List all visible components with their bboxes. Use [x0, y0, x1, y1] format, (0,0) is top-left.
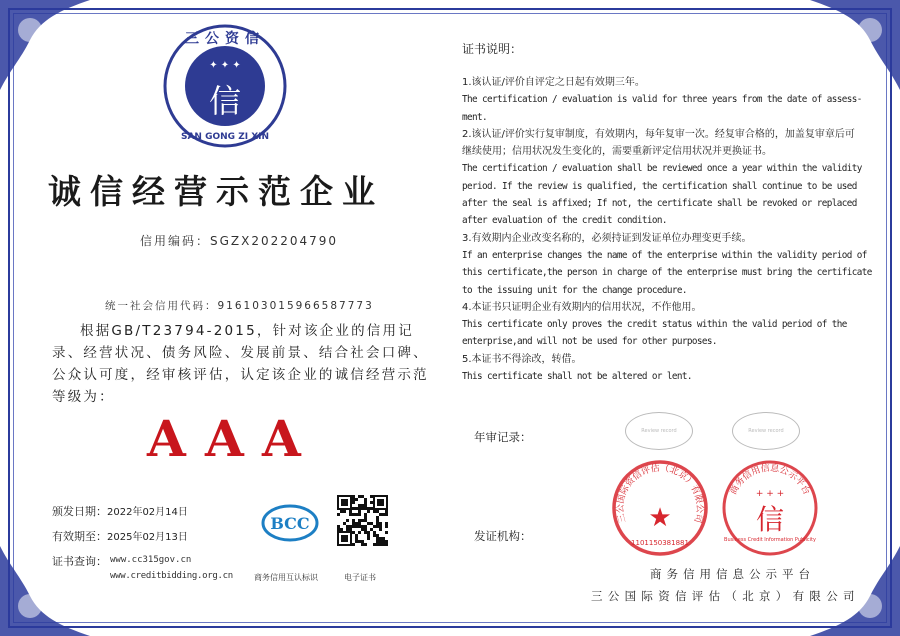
note-line: 1.该认证/评价自评定之日起有效期三年。	[462, 77, 645, 88]
notes-heading: 证书说明：	[462, 42, 523, 56]
bcc-caption: 商务信用互认标识	[254, 573, 318, 582]
issuer-label: 发证机构：	[474, 529, 532, 543]
qr-caption: 电子证书	[344, 573, 376, 582]
unified-social-credit-code: 统一社会信用代码：916103015966587773	[105, 300, 374, 312]
svg-text:★: ★	[648, 503, 672, 533]
issue-date-label: 颁发日期：	[52, 505, 107, 518]
note-line: period. If the review is qualified, the certification shall continue to be used	[462, 180, 857, 192]
review-label: 年审记录：	[474, 430, 532, 444]
note-line: 继续使用；信用状况发生变化的，需要重新评定信用状况并更换证书。	[462, 146, 772, 158]
query-url[interactable]: www.cc315gov.cn	[110, 555, 192, 565]
svg-text:SAN GONG ZI XIN: SAN GONG ZI XIN	[180, 132, 270, 142]
credit-code: 信用编码：SGZX202204790	[140, 234, 339, 248]
note-line: The certification / evaluation shall be reviewed once a year within the validity	[462, 163, 862, 175]
note-line: 5.本证书不得涂改，转借。	[462, 353, 582, 365]
note-line: 2.该认证/评价实行复审制度，有效期内，每年复审一次。经复审合格的，加盖复审章后可	[462, 128, 855, 140]
note-line: to the issuing unit for the change procedure.	[462, 284, 687, 296]
svg-text:+ + +: + + +	[755, 489, 785, 499]
note-line: This certificate shall not be altered or lent.	[462, 371, 692, 383]
note-line: this certificate,the person in charge of the enterprise must bring the certificate	[462, 267, 872, 279]
sangong-logo	[163, 24, 287, 148]
svg-text:1101150381881: 1101150381881	[631, 539, 689, 547]
rating-letter: A	[147, 409, 186, 468]
notes-list	[462, 74, 872, 385]
note-line: after evaluation of the credit condition.	[462, 215, 667, 227]
bcc-logo	[260, 500, 320, 546]
svg-text:Business Credit Information Pu: Business Credit Information Publicity	[724, 537, 816, 543]
rating-letter: A	[205, 409, 244, 468]
issuer-org-company: 三公国际资信评估（北京）有限公司	[591, 589, 860, 603]
corner-ornament	[0, 0, 90, 90]
note-line: The certification / evaluation is valid for three years from the date of assess-	[462, 94, 862, 106]
note-line: after the seal is affixed; If not, the certificate shall be revoked or replaced	[462, 198, 857, 210]
svg-text:商务信用信息公示平台: 商务信用信息公示平台	[728, 463, 812, 497]
svg-text:信: 信	[755, 503, 785, 536]
issuer-org-platform: 商务信用信息公示平台	[650, 567, 815, 581]
rating-letter: A	[262, 409, 301, 468]
certificate-title: 诚信经营示范企业	[48, 172, 384, 211]
review-stamp: Review record	[625, 412, 693, 450]
note-line: If an enterprise changes the name of the enterprise within the validity period of	[462, 249, 867, 261]
qr-code[interactable]	[337, 495, 388, 546]
rating-statement: 根据GB/T23794-2015，针对该企业的信用记录、经营状况、债务风险、发展前景、结合社会口碑、公众认可度，经审核评估，认定该企业的诚信经营示范等级为：	[52, 323, 429, 405]
note-line: enterprise,and will not be used for other purposes.	[462, 336, 717, 348]
seal-platform	[722, 460, 818, 556]
review-stamp: Review record	[732, 412, 800, 450]
note-line: ment.	[462, 111, 487, 123]
query-label: 证书查询：	[52, 555, 107, 568]
query-url[interactable]: www.creditbidding.org.cn	[110, 571, 233, 581]
note-line: This certificate only proves the credit status within the valid period of the	[462, 319, 847, 331]
svg-text:BCC: BCC	[270, 514, 310, 533]
valid-until-label: 有效期至：	[52, 530, 107, 543]
note-line: 4.本证书只证明企业有效期内的信用状况，不作他用。	[462, 301, 702, 313]
valid-until-value: 2025年02月13日	[107, 532, 188, 543]
svg-text:三公资信: 三公资信	[185, 31, 265, 47]
svg-text:✦ ✦ ✦: ✦ ✦ ✦	[209, 60, 241, 71]
note-line: 3.有效期内企业改变名称的，必须持证到发证单位办理变更手续。	[462, 232, 752, 244]
seal-sangong	[612, 460, 708, 556]
svg-text:信: 信	[208, 82, 242, 120]
svg-text:三公国际资信评估（北京）有限公司: 三公国际资信评估（北京）有限公司	[615, 463, 705, 524]
issue-date-value: 2022年02月14日	[107, 507, 188, 518]
